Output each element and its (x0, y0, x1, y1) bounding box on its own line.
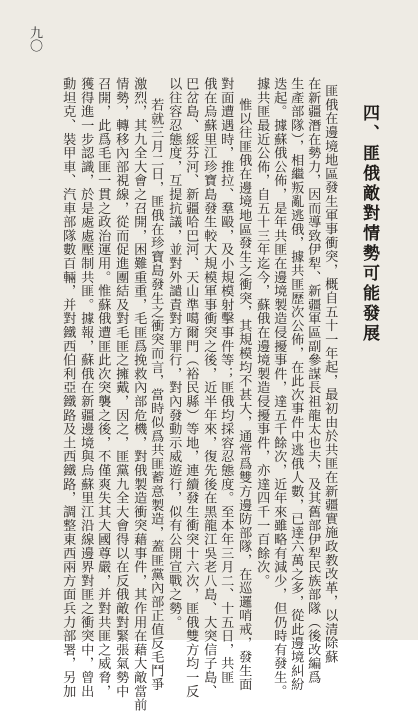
text-column: 在新疆潛在勢力，因而導致伊犁、新疆軍區副參謀長祖龍太也夫，及其舊部伊犁民族部隊（後改編爲 (305, 77, 321, 685)
text-column: 巴岔島、綏芬河、新疆哈巴河、天山準噶爾門（裕民縣）等地，連續發生衝突十六次，匪俄雙方均一反 (183, 77, 199, 698)
text-column: 迭起。據蘇俄公佈，是年共匪在邊境製造侵擾事件，達五千餘次，近年來雖略有減少，但仍時有發生。 (271, 77, 287, 698)
text-column: 若就三月二日，匪俄在珍寶島發生之衝突而言，當時似爲共匪蓄意製造，蓋匪黨內部正值反毛鬥爭 (148, 98, 164, 692)
text-column: 召開，此爲毛匪一貫之政治運用。惟蘇俄遭匪此次突襲之後，不僅爽失其大國尊嚴，并對共匪之威脅， (95, 77, 111, 698)
text-column: 激烈，其九全大會之召開，困難重重，毛匪爲挽救內部危機，對俄製造衝突藉事件，其作用在藉大敵當前 (131, 77, 147, 712)
text-column: 動坦克、裝甲車、汽車部隊數百輛，并對鐵西伯利亞鐵路及土西鐵路，調整東西兩方面兵力部署，另加 (60, 77, 76, 698)
text-column: 以往容忍態度，互提抗議，並對外譴責對方罪行，對內發動示威遊行，似有公開宣戰之勢。 (166, 77, 182, 629)
text-column: 生產部隊），相繼叛亂逃俄，據共匪歷次公佈，在此次事件中逃俄人數，已達六萬之多，從此邊境糾紛 (288, 77, 304, 692)
text-column: 俄在烏蘇里江珍寶島發生較大規模軍事衝突之後，近半年來，復先後在黑龍江吳老八島、大突信子島、 (201, 77, 217, 698)
text-column: 據共匪最近公佈，自五十三年迄今，蘇俄在邊境製造侵擾事件，亦達四千一百餘次。 (254, 77, 270, 588)
text-column: 獲得進一步認識，於是處處壓制共匪。據報，蘇俄在新疆邊境與烏蘇里江沿線邊界對匪之衝突中，曾出 (78, 77, 94, 698)
text-column: 對面遭遇時，推拉、羣毆，及小規模射擊事件等；匪俄均採容忍態度。至本年三月二、十五日，共匪 (218, 77, 234, 685)
section-heading: 四、匪俄敵對情勢可能發展 (359, 104, 379, 344)
text-column: 情勢，轉移內部視線，從而促進團結及對毛匪之擁戴，因之，匪黨九全大會得以在反俄敵對緊張氣勢中 (113, 77, 129, 698)
text-column: 匪俄在邊境地區發生軍事衝突，概自五十一年起，最初由於共匪在新疆實施政教改革，以清除蘇 (322, 84, 338, 664)
page-number: 九〇 (27, 26, 42, 52)
text-column: 惟以往匪俄在邊境地區發生之衝突，其規模均不甚大，通常爲雙方邊防部隊，在巡邏哨戒，發生面 (236, 98, 252, 692)
